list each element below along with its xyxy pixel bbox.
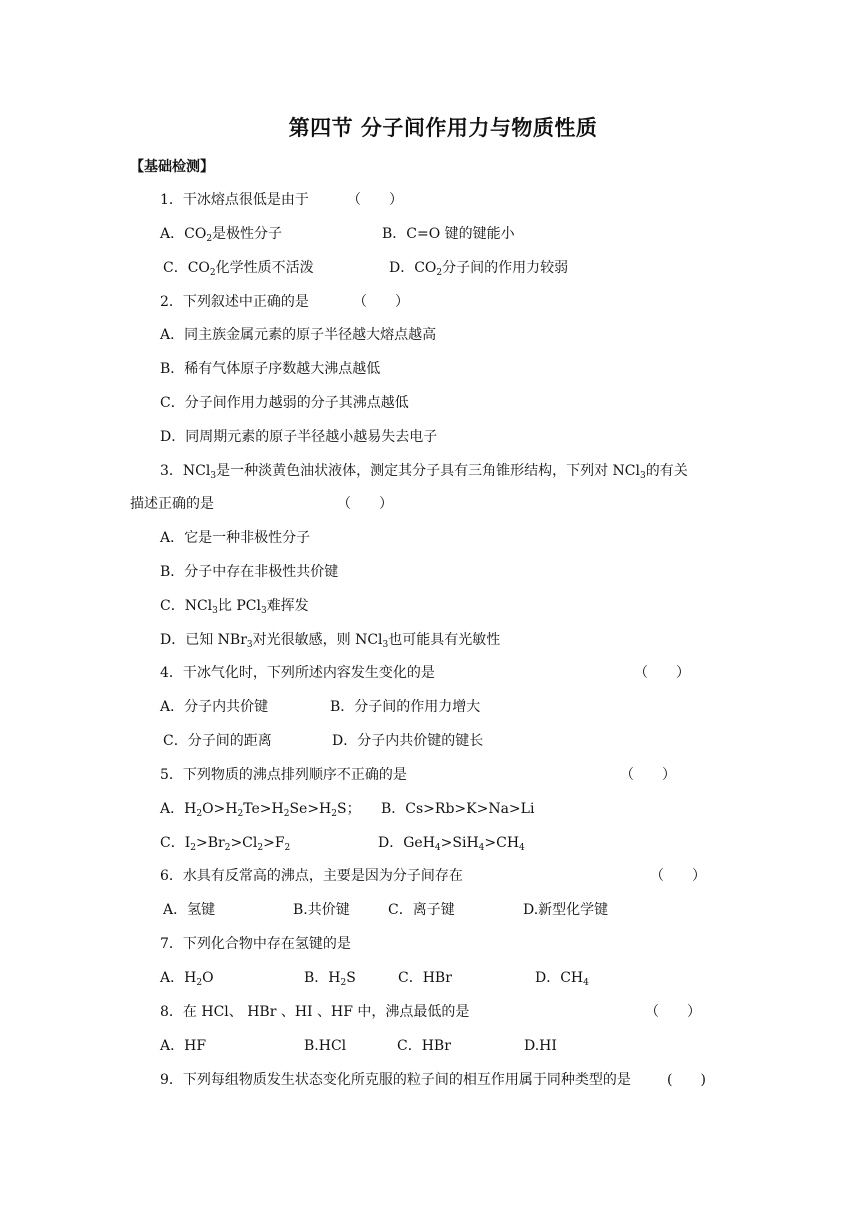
question-2-option-d: D．同周期元素的原子半径越小越易失去电子 bbox=[160, 429, 438, 445]
question-4-stem: 4．干冰气化时，下列所述内容发生变化的是 bbox=[160, 665, 435, 681]
question-5-option-a: A．$H_2O>H_2Te>H_2Se>H_2S$； bbox=[160, 801, 361, 819]
question-6-answer-blank: （ ） bbox=[650, 868, 706, 884]
question-3-option-b: B．分子中存在非极性共价键 bbox=[160, 564, 339, 580]
question-3-answer-blank: （ ） bbox=[337, 496, 393, 512]
question-5-option-b: B．Cs>Rb>K>Na>Li bbox=[381, 801, 535, 817]
question-4-answer-blank: （ ） bbox=[634, 665, 690, 681]
question-7-option-c: C．HBr bbox=[398, 970, 452, 986]
question-8-option-d: D.HI bbox=[524, 1038, 557, 1054]
question-6-stem: 6．水具有反常高的沸点，主要是因为分子间存在 bbox=[160, 868, 463, 884]
question-9-answer-blank: ( ) bbox=[667, 1072, 706, 1088]
question-2-option-c: C．分子间作用力越弱的分子其沸点越低 bbox=[160, 395, 409, 411]
question-1-option-d: D．$CO_2$分子间的作用力较弱 bbox=[389, 260, 569, 278]
question-7-option-a: A．$H_2O$ bbox=[160, 970, 214, 988]
question-1-option-b: B．C=O 键的键能小 bbox=[382, 226, 515, 242]
question-3-option-a: A．它是一种非极性分子 bbox=[160, 530, 311, 546]
question-8-option-b: B.HCl bbox=[304, 1038, 347, 1054]
question-2-answer-blank: （ ） bbox=[353, 294, 409, 310]
question-5-option-d: D．$GeH_4>SiH_4>CH_4$ bbox=[378, 835, 525, 853]
question-5-stem: 5．下列物质的沸点排列顺序不正确的是 bbox=[160, 767, 407, 783]
question-1-option-a: A．$CO_2$是极性分子 bbox=[160, 226, 283, 244]
question-5-option-c: C．$I_2>Br_2>Cl_2>F_2$ bbox=[160, 835, 291, 853]
question-4-option-b: B．分子间的作用力增大 bbox=[330, 699, 481, 715]
question-4-option-c: C．分子间的距离 bbox=[163, 733, 272, 749]
question-4-option-d: D．分子内共价键的键长 bbox=[332, 733, 484, 749]
section-heading: 【基础检测】 bbox=[130, 159, 214, 175]
question-3-option-d: D．已知 NBr$_3$对光很敏感，则 NCl$_3$也可能具有光敏性 bbox=[160, 632, 501, 650]
question-3-stem-line-1: 3．NCl$_3$是一种淡黄色油状液体，测定其分子具有三角锥形结构，下列对 NCl$_3$的有关 bbox=[160, 463, 688, 481]
question-9-stem: 9．下列每组物质发生状态变化所克服的粒子间的相互作用属于同种类型的是 bbox=[160, 1072, 631, 1088]
question-8-option-a: A．HF bbox=[160, 1038, 207, 1054]
question-7-option-d: D．$CH_4$ bbox=[535, 970, 589, 988]
question-7-option-b: B．$H_2S$ bbox=[304, 970, 356, 988]
question-1-stem: 1．干冰熔点很低是由于 bbox=[160, 192, 309, 208]
question-6-option-a: A．氢键 bbox=[163, 902, 216, 918]
question-1-answer-blank: （ ） bbox=[347, 192, 403, 208]
question-3-option-c: C．NCl$_3$比 PCl$_3$难挥发 bbox=[160, 598, 309, 616]
page-title: 第四节 分子间作用力与物质性质 bbox=[288, 116, 598, 140]
question-4-option-a: A．分子内共价键 bbox=[160, 699, 269, 715]
question-3-stem-line-2: 描述正确的是 bbox=[130, 496, 214, 512]
question-6-option-d: D.新型化学键 bbox=[523, 902, 609, 918]
question-7-stem: 7．下列化合物中存在氢键的是 bbox=[160, 936, 351, 952]
question-8-option-c: C．HBr bbox=[397, 1038, 451, 1054]
question-6-option-b: B.共价键 bbox=[293, 902, 350, 918]
question-5-answer-blank: （ ） bbox=[620, 767, 676, 783]
question-1-option-c: C．$CO_2$化学性质不活泼 bbox=[163, 260, 314, 278]
question-2-stem: 2．下列叙述中正确的是 bbox=[160, 294, 309, 310]
question-6-option-c: C．离子键 bbox=[388, 902, 455, 918]
question-2-option-a: A．同主族金属元素的原子半径越大熔点越高 bbox=[160, 327, 437, 343]
question-8-answer-blank: （ ） bbox=[645, 1004, 701, 1020]
question-8-stem: 8．在 HCl、 HBr 、HI 、HF 中，沸点最低的是 bbox=[160, 1004, 470, 1020]
question-2-option-b: B．稀有气体原子序数越大沸点越低 bbox=[160, 361, 381, 377]
